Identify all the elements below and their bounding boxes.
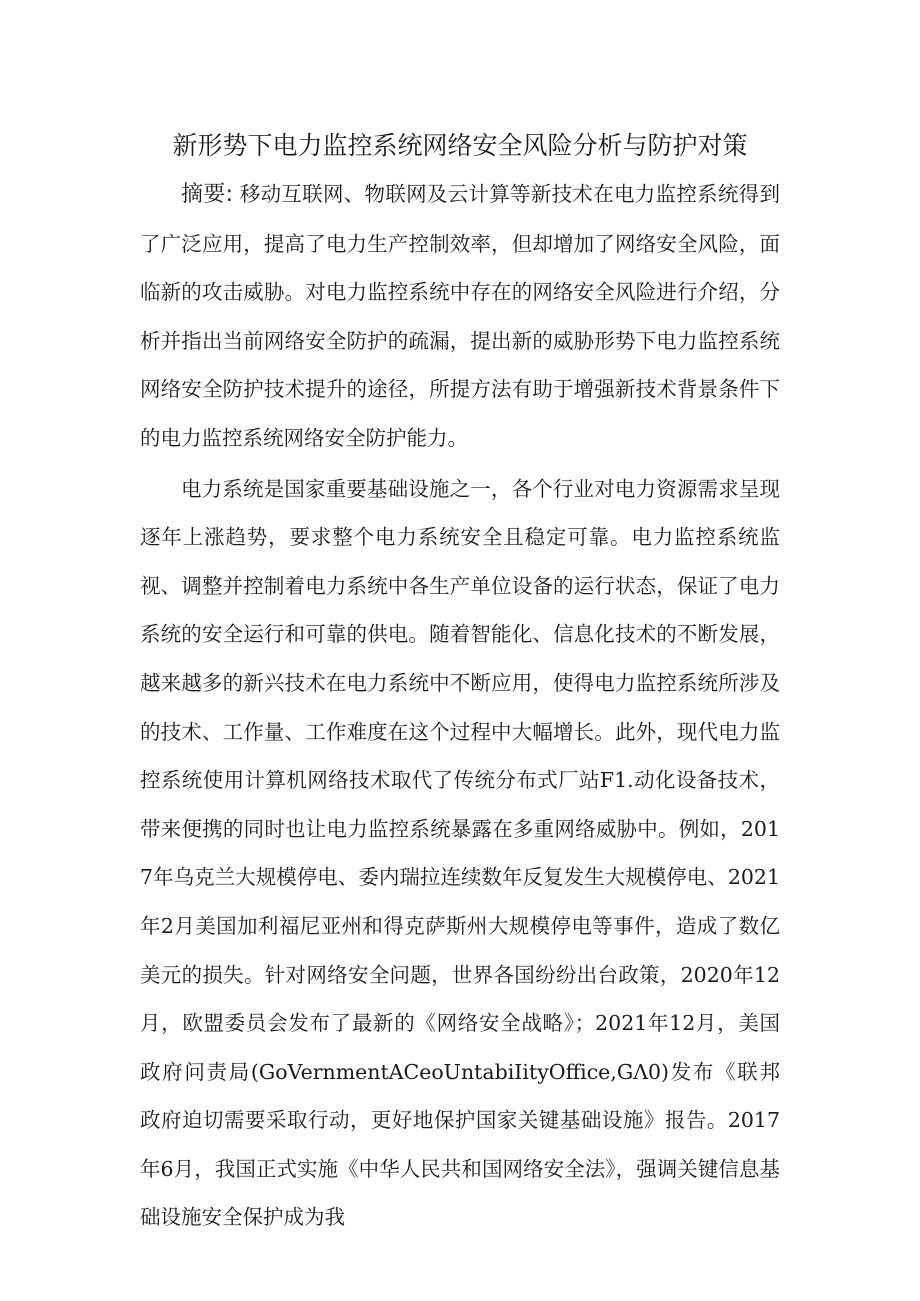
abstract-paragraph	[140, 170, 780, 463]
document-body	[140, 170, 780, 1244]
abstract-text: 移动互联网、物联网及云计算等新技术在电力监控系统得到了广泛应用，提高了电力生产控制效率，但却增加了网络安全风险，面临新的攻击威胁。对电力监控系统中存在的网络安全风险进行介绍，分析并指出当前网络安全防护的疏漏，提出新的威胁形势下电力监控系统网络安全防护技术提升的途径，所提方法有助于增强新技术背景条件下的电力监控系统网络安全防护能力。	[140, 182, 780, 450]
body-paragraph	[140, 465, 780, 1243]
body-paragraph-text: 电力系统是国家重要基础设施之一，各个行业对电力资源需求呈现逐年上涨趋势，要求整个电力系统安全且稳定可靠。电力监控系统监视、调整并控制着电力系统中各生产单位设备的运行状态，保证了电力系统的安全运行和可靠的供电。随着智能化、信息化技术的不断发展，越来越多的新兴技术在电力系统中不断应用，使得电力监控系统所涉及的技术、工作量、工作难度在这个过程中大幅增长。此外，现代电力监控系统使用计算机网络技术取代了传统分布式厂站F1.动化设备技术，带来便携的同时也让电力监控系统暴露在多重网络威胁中。例如，2017年乌克兰大规模停电、委内瑞拉连续数年反复发生大规模停电、2021年2月美国加利福尼亚州和得克萨斯州大规模停电等事件，造成了数亿美元的损失。针对网络安全问题，世界各国纷纷出台政策，2020年12月，欧盟委员会发布了最新的《网络安全战略》；2021年12月，美国政府问责局(GoVernmentACeoUntabiIityOffice,GΛ0)发布《联邦政府迫切需要采取行动，更好地保护国家关键基础设施》报告。2017年6月，我国正式实施《中华人民共和国网络安全法》，强调关键信息基础设施安全保护成为我	[140, 476, 780, 1230]
document-title: 新形势下电力监控系统网络安全风险分析与防护对策	[172, 131, 748, 160]
abstract-label: 摘要:	[181, 182, 233, 207]
